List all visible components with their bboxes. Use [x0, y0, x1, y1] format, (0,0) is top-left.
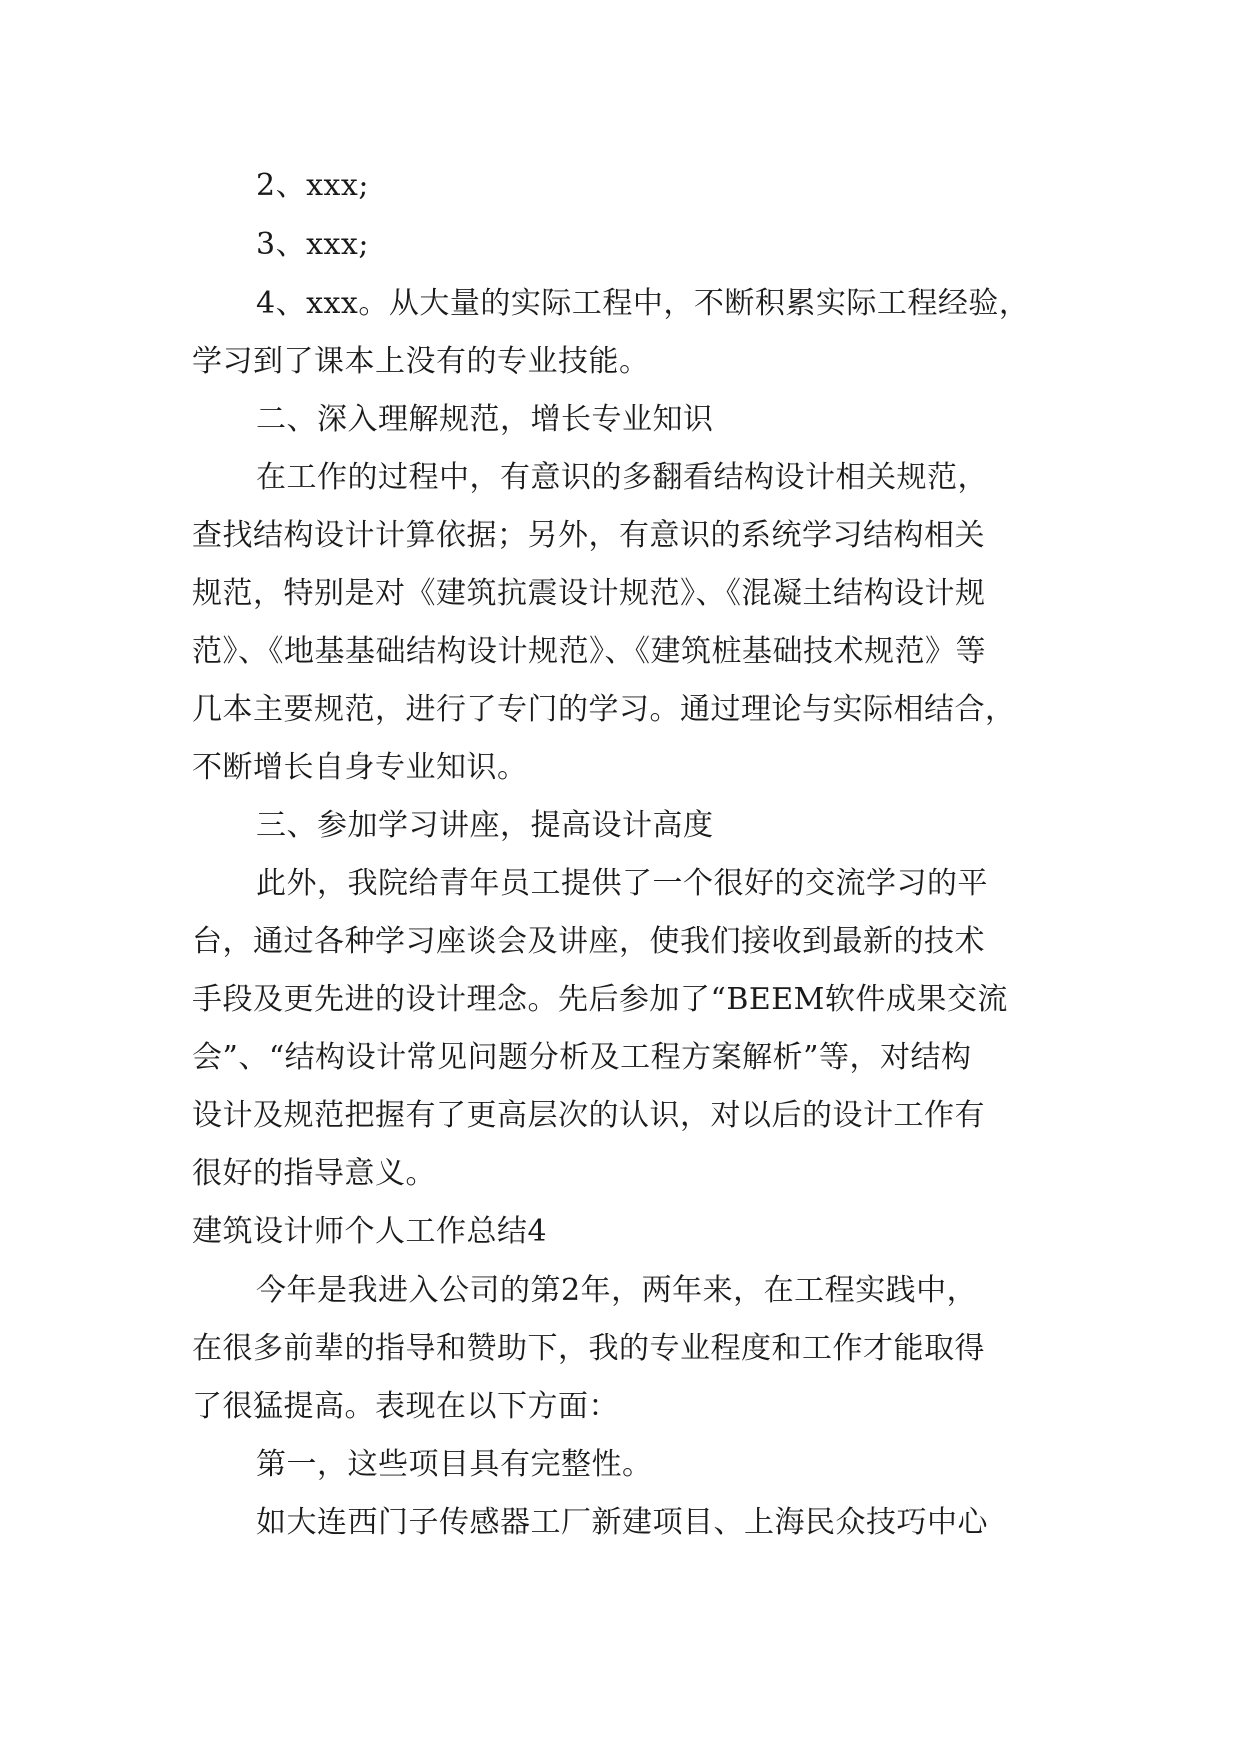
- paragraph-line: 不断增长自身专业知识。: [192, 750, 528, 785]
- paragraph-line: 范》、《地基基础结构设计规范》、《建筑桩基础技术规范》等: [192, 634, 986, 669]
- paragraph-line: 了很猛提高。表现在以下方面：: [192, 1389, 619, 1424]
- paragraph-line: 此外，我院给青年员工提供了一个很好的交流学习的平: [256, 866, 988, 901]
- paragraph-line: 规范，特别是对《建筑抗震设计规范》、《混凝土结构设计规: [192, 576, 986, 611]
- list-item-4: 4、xxx。从大量的实际工程中，不断积累实际工程经验，: [256, 286, 1030, 321]
- paragraph-line: 台，通过各种学习座谈会及讲座，使我们接收到最新的技术: [192, 924, 985, 959]
- paragraph-line: 几本主要规范，进行了专门的学习。通过理论与实际相结合，: [192, 692, 1016, 727]
- section-heading-2: 二、深入理解规范，增长专业知识: [256, 402, 714, 437]
- paragraph-line: 今年是我进入公司的第2年，两年来，在工程实践中，: [256, 1273, 978, 1308]
- document-title: 建筑设计师个人工作总结4: [192, 1214, 548, 1249]
- paragraph-line: 查找结构设计计算依据；另外，有意识的系统学习结构相关: [192, 518, 985, 553]
- paragraph-line: 第一，这些项目具有完整性。: [256, 1447, 653, 1482]
- paragraph-line: 设计及规范把握有了更高层次的认识，对以后的设计工作有: [192, 1098, 985, 1133]
- paragraph-line: 在很多前辈的指导和赞助下，我的专业程度和工作才能取得: [192, 1331, 985, 1366]
- section-heading-3: 三、参加学习讲座，提高设计高度: [256, 808, 714, 843]
- paragraph-line: 手段及更先进的设计理念。先后参加了“BEEM软件成果交流: [192, 982, 1008, 1017]
- list-item-2: 2、xxx;: [256, 168, 369, 203]
- paragraph-line: 如大连西门子传感器工厂新建项目、上海民众技巧中心: [256, 1505, 988, 1540]
- paragraph-line: 在工作的过程中，有意识的多翻看结构设计相关规范，: [256, 460, 988, 495]
- paragraph-line: 很好的指导意义。: [192, 1156, 436, 1191]
- paragraph-line: 学习到了课本上没有的专业技能。: [192, 344, 650, 379]
- list-item-3: 3、xxx;: [256, 227, 369, 262]
- paragraph-line: 会”、“结构设计常见问题分析及工程方案解析”等，对结构: [192, 1040, 972, 1075]
